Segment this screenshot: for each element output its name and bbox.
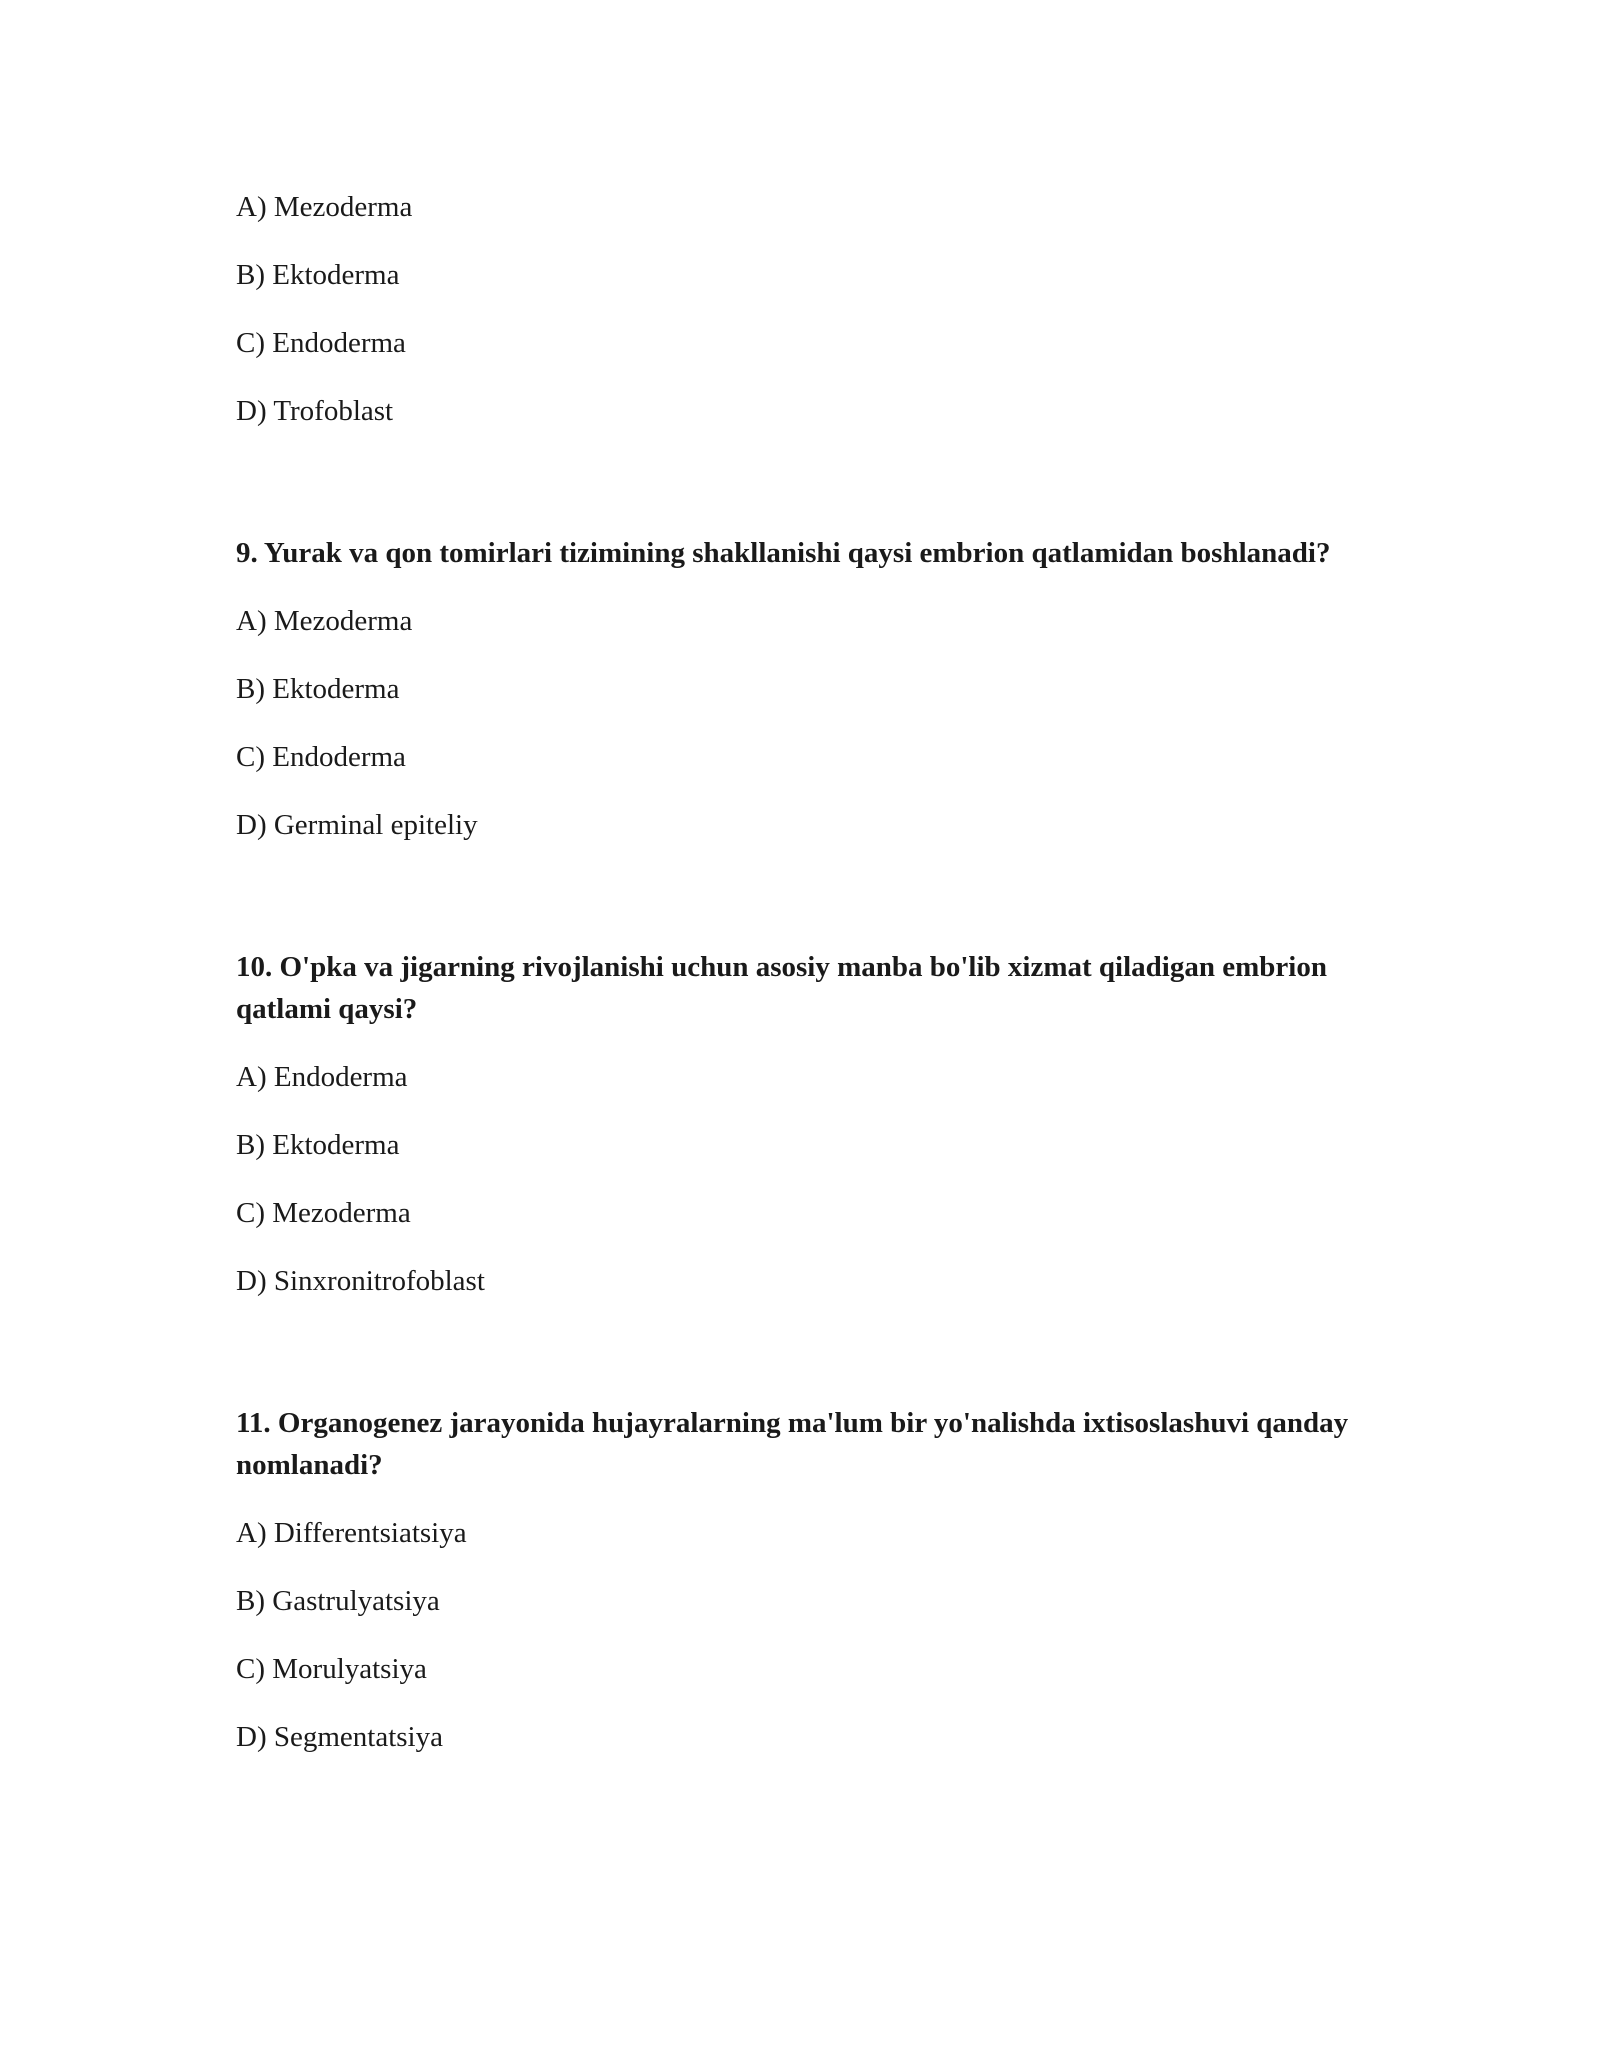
spacer: [236, 458, 1366, 532]
question-text: 9. Yurak va qon tomirlari tizimining shakllanishi qaysi embrion qatlamidan boshlanadi?: [236, 537, 1331, 569]
question-text: 11. Organogenez jarayonida hujayralarning ma'lum bir yo'nalishda ixtisoslashuvi qanday nomlanadi?: [236, 1407, 1349, 1481]
question-text: 10. O'pka va jigarning rivojlanishi uchun asosiy manba bo'lib xizmat qiladigan embrion qatlami qaysi?: [236, 951, 1327, 1025]
answer-option: C) Morulyatsiya: [236, 1653, 427, 1685]
question-block-9: [236, 532, 1366, 846]
answer-option: D) Trofoblast: [236, 395, 394, 427]
answer-option: B) Ektoderma: [236, 673, 400, 705]
document-page: [236, 186, 1366, 1784]
answer-option: A) Mezoderma: [236, 605, 413, 637]
question-block-8-options: [236, 186, 1366, 432]
answer-option: A) Differentsiatsiya: [236, 1517, 467, 1549]
answer-option: D) Segmentatsiya: [236, 1721, 443, 1753]
question-block-11: [236, 1402, 1366, 1758]
answer-option: C) Endoderma: [236, 741, 406, 773]
answer-option: B) Gastrulyatsiya: [236, 1585, 440, 1617]
answer-option: D) Sinxronitrofoblast: [236, 1265, 485, 1297]
answer-option: C) Endoderma: [236, 327, 406, 359]
question-block-10: [236, 946, 1366, 1302]
answer-option: B) Ektoderma: [236, 1129, 400, 1161]
answer-option: A) Mezoderma: [236, 191, 413, 223]
answer-option: B) Ektoderma: [236, 259, 400, 291]
spacer: [236, 872, 1366, 946]
spacer: [236, 1328, 1366, 1402]
answer-option: C) Mezoderma: [236, 1197, 411, 1229]
answer-option: D) Germinal epiteliy: [236, 809, 478, 841]
answer-option: A) Endoderma: [236, 1061, 408, 1093]
